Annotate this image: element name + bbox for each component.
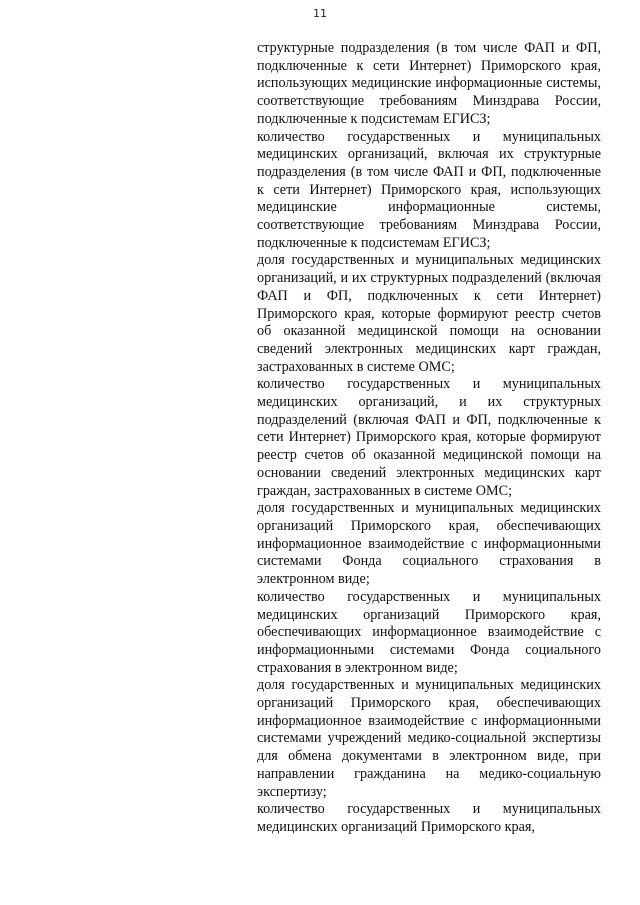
paragraph: количество государственных и муниципальных медицинских организаций Приморского края, обеспечивающих информационное взаимодействие с информационными системами Фонда социального страхования в электронном виде; (257, 588, 601, 676)
paragraph: доля государственных и муниципальных медицинских организаций Приморского края, обеспечивающих информационное взаимодействие с информационными системами учреждений медико-социальной экспертизы для обмена документами в электронном виде, при направлении гражданина на медико-социальную экспертизу; (257, 677, 601, 800)
paragraph: количество государственных и муниципальных медицинских организаций, и их структурных подразделений (включая ФАП и ФП, подключенные к сети Интернет) Приморского края, которые формируют реестр счетов об оказанной медицинской помощи на основании сведений электронных медицинских карт граждан, застрахованных в системе ОМС; (257, 376, 601, 499)
paragraph: структурные подразделения (в том числе ФАП и ФП, подключенные к сети Интернет) Приморского края, использующих медицинские информационные системы, соответствующие требованиям Минздрава России, подключенные к подсистемам ЕГИСЗ; (257, 40, 601, 127)
page-number: 11 (313, 7, 327, 20)
paragraph: количество государственных и муниципальных медицинских организаций, включая их структурные подразделения (в том числе ФАП и ФП, подключенные к сети Интернет) Приморского края, использующих медицинские информационные системы, соответствующие требованиям Минздрава России, подключенные к подсистемам ЕГИСЗ; (257, 128, 601, 251)
paragraph: доля государственных и муниципальных медицинских организаций, и их структурных подразделений (включая ФАП и ФП, подключенных к сети Интернет) Приморского края, которые формируют реестр счетов об оказанной медицинской помощи на основании сведений электронных медицинских карт граждан, застрахованных в системе ОМС; (257, 252, 601, 375)
paragraph: доля государственных и муниципальных медицинских организаций Приморского края, обеспечивающих информационное взаимодействие с информационными системами Фонда социального страхования в электронном виде; (257, 500, 601, 588)
document-body (257, 40, 601, 837)
paragraph: количество государственных и муниципальных медицинских организаций Приморского края, (257, 801, 601, 835)
